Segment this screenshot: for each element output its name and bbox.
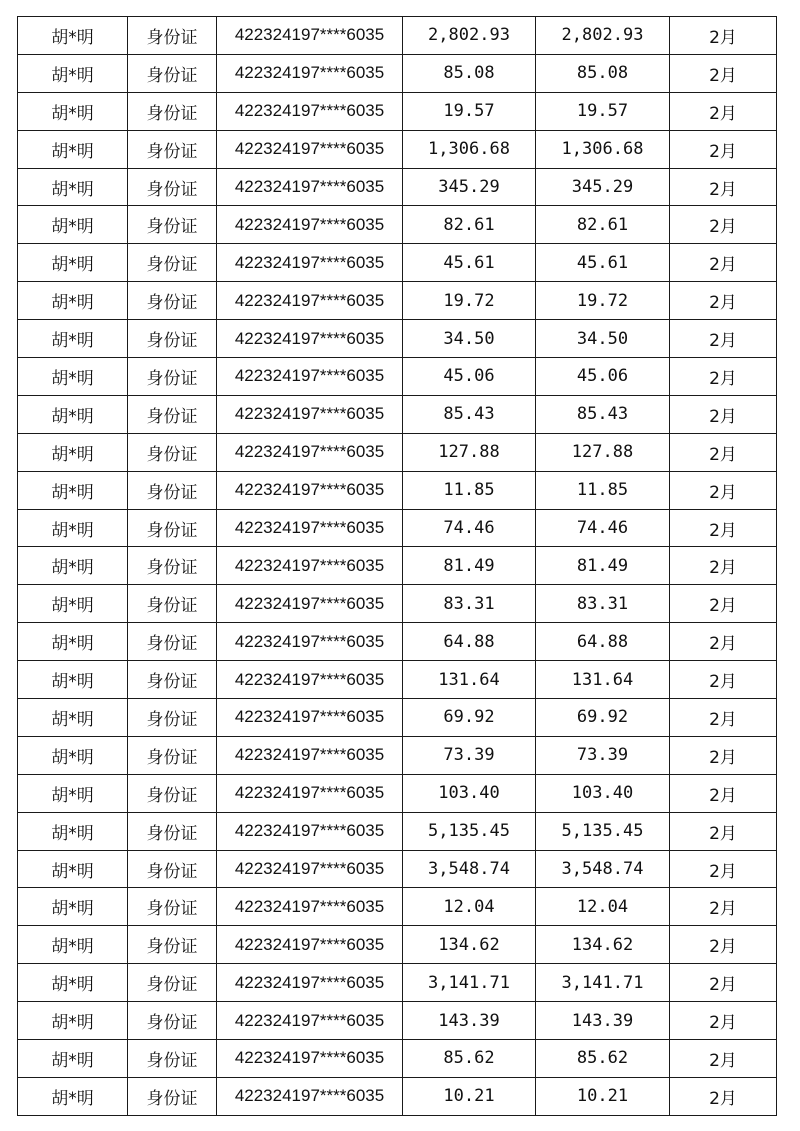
cell-id-type: 身份证: [128, 964, 217, 1002]
records-table-body: [18, 17, 777, 1116]
cell-id-number: 422324197****6035: [217, 623, 403, 661]
cell-id-type: 身份证: [128, 623, 217, 661]
cell-id-type: 身份证: [128, 926, 217, 964]
cell-id-type: 身份证: [128, 1040, 217, 1078]
cell-month: 2月: [670, 774, 777, 812]
cell-id-type: 身份证: [128, 774, 217, 812]
cell-amount: 10.21: [403, 1077, 536, 1115]
cell-id-type: 身份证: [128, 395, 217, 433]
cell-id-type: 身份证: [128, 812, 217, 850]
cell-amount: 345.29: [403, 168, 536, 206]
cell-id-number: 422324197****6035: [217, 736, 403, 774]
cell-id-number: 422324197****6035: [217, 888, 403, 926]
cell-amount: 82.61: [403, 206, 536, 244]
cell-month: 2月: [670, 850, 777, 888]
table-row: [18, 206, 777, 244]
cell-amount: 45.61: [403, 244, 536, 282]
table-row: [18, 395, 777, 433]
cell-id-number: 422324197****6035: [217, 130, 403, 168]
cell-name: 胡*明: [18, 926, 128, 964]
cell-amount-paid: 131.64: [536, 661, 670, 699]
cell-amount-paid: 34.50: [536, 320, 670, 358]
cell-name: 胡*明: [18, 92, 128, 130]
cell-name: 胡*明: [18, 509, 128, 547]
cell-id-type: 身份证: [128, 54, 217, 92]
cell-id-type: 身份证: [128, 433, 217, 471]
table-row: [18, 661, 777, 699]
cell-name: 胡*明: [18, 433, 128, 471]
cell-id-type: 身份证: [128, 661, 217, 699]
cell-id-number: 422324197****6035: [217, 926, 403, 964]
cell-amount: 85.08: [403, 54, 536, 92]
table-row: [18, 320, 777, 358]
cell-amount-paid: 85.08: [536, 54, 670, 92]
cell-month: 2月: [670, 282, 777, 320]
cell-amount: 64.88: [403, 623, 536, 661]
cell-amount-paid: 19.57: [536, 92, 670, 130]
cell-amount-paid: 69.92: [536, 699, 670, 737]
cell-amount: 81.49: [403, 547, 536, 585]
cell-id-number: 422324197****6035: [217, 774, 403, 812]
cell-id-number: 422324197****6035: [217, 17, 403, 55]
cell-amount: 12.04: [403, 888, 536, 926]
table-row: [18, 926, 777, 964]
cell-id-type: 身份证: [128, 1077, 217, 1115]
cell-month: 2月: [670, 17, 777, 55]
table-row: [18, 130, 777, 168]
cell-id-type: 身份证: [128, 850, 217, 888]
cell-month: 2月: [670, 320, 777, 358]
cell-amount-paid: 143.39: [536, 1002, 670, 1040]
cell-name: 胡*明: [18, 54, 128, 92]
cell-month: 2月: [670, 1077, 777, 1115]
cell-amount: 2,802.93: [403, 17, 536, 55]
cell-amount: 11.85: [403, 471, 536, 509]
cell-id-number: 422324197****6035: [217, 661, 403, 699]
table-row: [18, 1040, 777, 1078]
cell-month: 2月: [670, 926, 777, 964]
records-table: [17, 16, 777, 1116]
cell-name: 胡*明: [18, 661, 128, 699]
cell-name: 胡*明: [18, 585, 128, 623]
cell-month: 2月: [670, 547, 777, 585]
cell-amount-paid: 134.62: [536, 926, 670, 964]
cell-id-type: 身份证: [128, 282, 217, 320]
cell-name: 胡*明: [18, 623, 128, 661]
cell-month: 2月: [670, 395, 777, 433]
cell-amount-paid: 85.43: [536, 395, 670, 433]
cell-name: 胡*明: [18, 282, 128, 320]
table-row: [18, 433, 777, 471]
cell-id-number: 422324197****6035: [217, 282, 403, 320]
cell-amount: 131.64: [403, 661, 536, 699]
cell-id-type: 身份证: [128, 92, 217, 130]
cell-id-number: 422324197****6035: [217, 812, 403, 850]
cell-amount: 69.92: [403, 699, 536, 737]
cell-month: 2月: [670, 1040, 777, 1078]
cell-amount: 73.39: [403, 736, 536, 774]
cell-id-type: 身份证: [128, 699, 217, 737]
cell-amount-paid: 83.31: [536, 585, 670, 623]
cell-name: 胡*明: [18, 130, 128, 168]
cell-id-number: 422324197****6035: [217, 358, 403, 396]
cell-name: 胡*明: [18, 736, 128, 774]
cell-month: 2月: [670, 244, 777, 282]
cell-amount-paid: 2,802.93: [536, 17, 670, 55]
cell-month: 2月: [670, 585, 777, 623]
cell-amount-paid: 82.61: [536, 206, 670, 244]
cell-id-number: 422324197****6035: [217, 244, 403, 282]
cell-month: 2月: [670, 168, 777, 206]
cell-amount: 19.72: [403, 282, 536, 320]
cell-id-number: 422324197****6035: [217, 964, 403, 1002]
cell-amount: 5,135.45: [403, 812, 536, 850]
cell-amount-paid: 127.88: [536, 433, 670, 471]
cell-name: 胡*明: [18, 964, 128, 1002]
table-row: [18, 17, 777, 55]
cell-month: 2月: [670, 888, 777, 926]
table-row: [18, 812, 777, 850]
cell-amount: 19.57: [403, 92, 536, 130]
cell-amount-paid: 19.72: [536, 282, 670, 320]
cell-amount-paid: 1,306.68: [536, 130, 670, 168]
table-row: [18, 699, 777, 737]
cell-amount: 74.46: [403, 509, 536, 547]
cell-id-type: 身份证: [128, 358, 217, 396]
cell-amount-paid: 103.40: [536, 774, 670, 812]
cell-amount-paid: 3,141.71: [536, 964, 670, 1002]
cell-name: 胡*明: [18, 547, 128, 585]
table-row: [18, 92, 777, 130]
cell-amount: 34.50: [403, 320, 536, 358]
table-row: [18, 964, 777, 1002]
cell-name: 胡*明: [18, 774, 128, 812]
cell-name: 胡*明: [18, 17, 128, 55]
cell-month: 2月: [670, 699, 777, 737]
cell-id-number: 422324197****6035: [217, 320, 403, 358]
cell-name: 胡*明: [18, 1002, 128, 1040]
cell-month: 2月: [670, 130, 777, 168]
cell-name: 胡*明: [18, 244, 128, 282]
cell-id-type: 身份证: [128, 547, 217, 585]
cell-amount-paid: 45.61: [536, 244, 670, 282]
table-row: [18, 1002, 777, 1040]
cell-name: 胡*明: [18, 699, 128, 737]
cell-id-type: 身份证: [128, 585, 217, 623]
cell-amount-paid: 5,135.45: [536, 812, 670, 850]
cell-id-type: 身份证: [128, 888, 217, 926]
cell-amount-paid: 10.21: [536, 1077, 670, 1115]
table-row: [18, 244, 777, 282]
cell-id-number: 422324197****6035: [217, 92, 403, 130]
cell-amount-paid: 45.06: [536, 358, 670, 396]
cell-amount: 83.31: [403, 585, 536, 623]
cell-id-number: 422324197****6035: [217, 1040, 403, 1078]
cell-amount-paid: 12.04: [536, 888, 670, 926]
cell-amount: 134.62: [403, 926, 536, 964]
cell-id-number: 422324197****6035: [217, 168, 403, 206]
cell-id-type: 身份证: [128, 320, 217, 358]
cell-amount: 1,306.68: [403, 130, 536, 168]
cell-id-type: 身份证: [128, 130, 217, 168]
cell-id-number: 422324197****6035: [217, 395, 403, 433]
cell-id-type: 身份证: [128, 509, 217, 547]
table-row: [18, 585, 777, 623]
table-row: [18, 547, 777, 585]
cell-name: 胡*明: [18, 320, 128, 358]
cell-amount-paid: 73.39: [536, 736, 670, 774]
cell-id-number: 422324197****6035: [217, 547, 403, 585]
cell-amount-paid: 74.46: [536, 509, 670, 547]
cell-name: 胡*明: [18, 888, 128, 926]
cell-month: 2月: [670, 736, 777, 774]
table-row: [18, 509, 777, 547]
table-row: [18, 282, 777, 320]
cell-month: 2月: [670, 1002, 777, 1040]
cell-name: 胡*明: [18, 812, 128, 850]
cell-amount: 3,548.74: [403, 850, 536, 888]
cell-amount: 45.06: [403, 358, 536, 396]
cell-month: 2月: [670, 661, 777, 699]
cell-amount-paid: 64.88: [536, 623, 670, 661]
table-row: [18, 850, 777, 888]
cell-id-number: 422324197****6035: [217, 471, 403, 509]
cell-id-number: 422324197****6035: [217, 585, 403, 623]
cell-month: 2月: [670, 964, 777, 1002]
table-row: [18, 471, 777, 509]
cell-id-type: 身份证: [128, 206, 217, 244]
cell-id-type: 身份证: [128, 168, 217, 206]
cell-month: 2月: [670, 92, 777, 130]
cell-amount-paid: 345.29: [536, 168, 670, 206]
cell-amount-paid: 85.62: [536, 1040, 670, 1078]
cell-name: 胡*明: [18, 395, 128, 433]
cell-month: 2月: [670, 623, 777, 661]
table-row: [18, 623, 777, 661]
cell-amount-paid: 81.49: [536, 547, 670, 585]
table-row: [18, 358, 777, 396]
cell-id-number: 422324197****6035: [217, 850, 403, 888]
cell-id-number: 422324197****6035: [217, 206, 403, 244]
cell-name: 胡*明: [18, 1077, 128, 1115]
cell-id-type: 身份证: [128, 1002, 217, 1040]
cell-month: 2月: [670, 54, 777, 92]
cell-month: 2月: [670, 358, 777, 396]
cell-name: 胡*明: [18, 1040, 128, 1078]
table-row: [18, 888, 777, 926]
cell-amount: 3,141.71: [403, 964, 536, 1002]
table-row: [18, 54, 777, 92]
cell-id-type: 身份证: [128, 736, 217, 774]
cell-id-number: 422324197****6035: [217, 699, 403, 737]
cell-amount-paid: 11.85: [536, 471, 670, 509]
cell-month: 2月: [670, 433, 777, 471]
cell-amount: 127.88: [403, 433, 536, 471]
cell-id-number: 422324197****6035: [217, 1077, 403, 1115]
cell-id-type: 身份证: [128, 471, 217, 509]
cell-month: 2月: [670, 509, 777, 547]
cell-id-number: 422324197****6035: [217, 433, 403, 471]
cell-name: 胡*明: [18, 850, 128, 888]
cell-id-type: 身份证: [128, 17, 217, 55]
cell-id-number: 422324197****6035: [217, 1002, 403, 1040]
cell-amount: 103.40: [403, 774, 536, 812]
table-row: [18, 736, 777, 774]
table-row: [18, 168, 777, 206]
cell-id-number: 422324197****6035: [217, 509, 403, 547]
cell-month: 2月: [670, 812, 777, 850]
table-row: [18, 1077, 777, 1115]
cell-name: 胡*明: [18, 206, 128, 244]
table-row: [18, 774, 777, 812]
cell-id-type: 身份证: [128, 244, 217, 282]
cell-name: 胡*明: [18, 168, 128, 206]
cell-amount: 143.39: [403, 1002, 536, 1040]
cell-amount: 85.62: [403, 1040, 536, 1078]
cell-amount: 85.43: [403, 395, 536, 433]
cell-month: 2月: [670, 206, 777, 244]
cell-name: 胡*明: [18, 471, 128, 509]
cell-name: 胡*明: [18, 358, 128, 396]
cell-amount-paid: 3,548.74: [536, 850, 670, 888]
cell-id-number: 422324197****6035: [217, 54, 403, 92]
cell-month: 2月: [670, 471, 777, 509]
